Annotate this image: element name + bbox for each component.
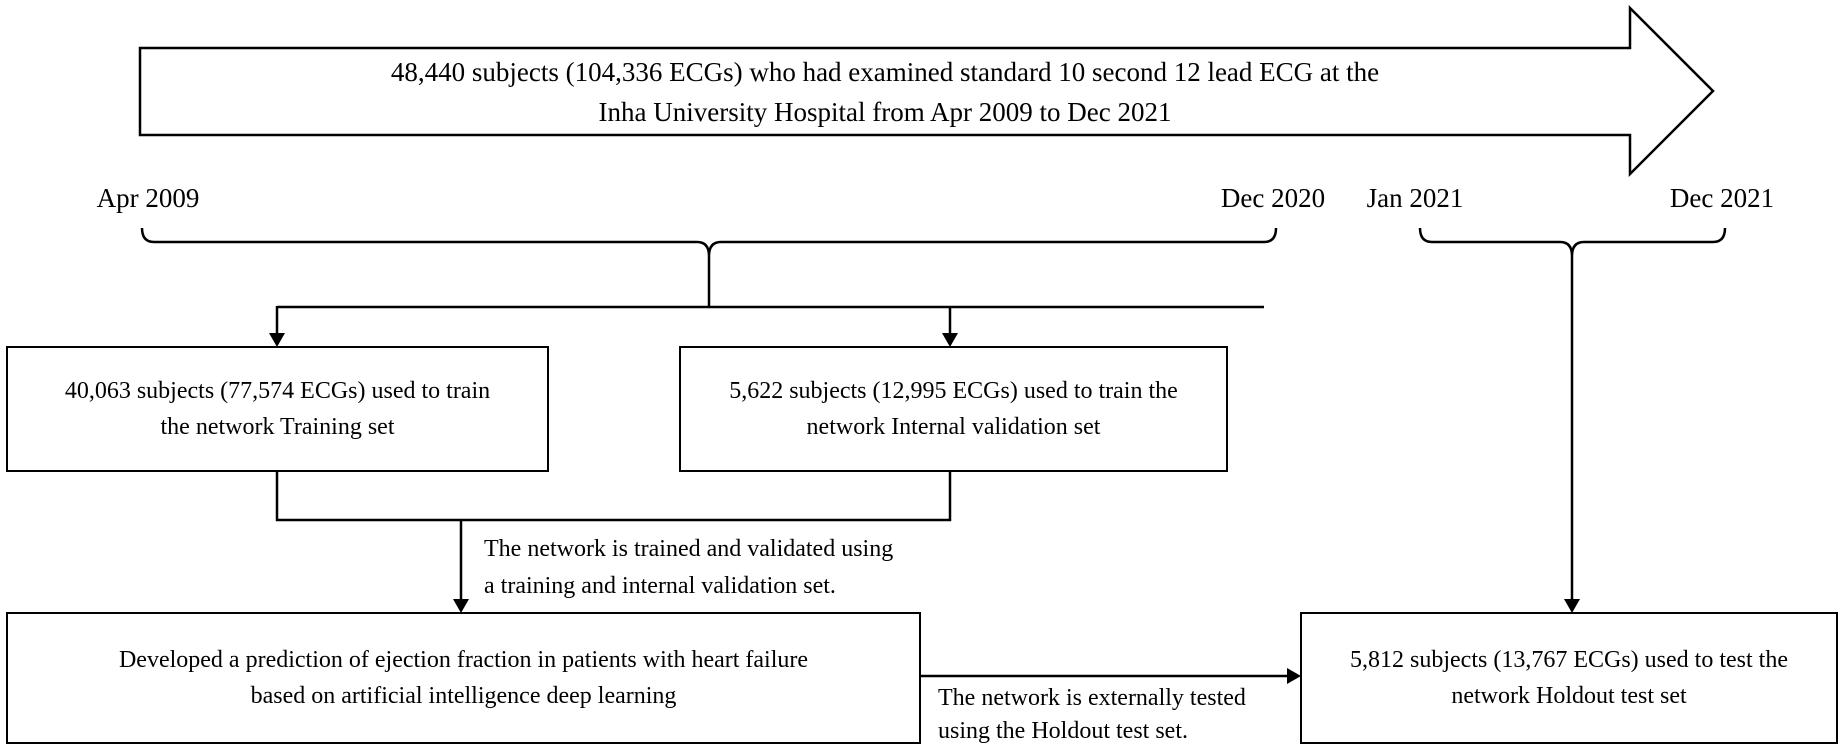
holdout-test-set-box-line-1: 5,812 subjects (13,767 ECGs) used to test the <box>1350 647 1788 673</box>
training-branch-arrowhead-icon <box>269 333 285 347</box>
external-test-annotation-line-2: using the Holdout test set. <box>938 718 1188 744</box>
cohort-arrow-line-1: 48,440 subjects (104,336 ECGs) who had examined standard 10 second 12 lead ECG at the <box>390 57 1380 87</box>
train-validate-annotation-line-1: The network is trained and validated using <box>484 536 894 562</box>
validation-branch-arrowhead-icon <box>942 333 958 347</box>
external-test-annotation-line-1: The network is externally tested <box>938 685 1246 711</box>
holdout-branch-arrowhead-icon <box>1564 599 1580 613</box>
train-validate-annotation <box>484 531 893 605</box>
internal-validation-set-box <box>679 346 1228 472</box>
timeline-label-dec-2020: Dec 2020 <box>1220 183 1326 213</box>
train-validate-annotation-line-2: a training and internal validation set. <box>484 573 836 599</box>
training-set-box-line-1: 40,063 subjects (77,574 ECGs) used to train <box>64 378 491 404</box>
developed-model-box <box>6 612 921 744</box>
internal-validation-set-box-line-1: 5,622 subjects (12,995 ECGs) used to train the <box>729 378 1178 404</box>
internal-validation-set-box-line-2: network Internal validation set <box>806 414 1101 440</box>
timeline-brace-2021-icon <box>1420 228 1725 256</box>
training-set-box-line-2: the network Training set <box>160 414 395 440</box>
developed-model-box-line-1: Developed a prediction of ejection fraction in patients with heart failure <box>118 647 809 673</box>
training-set-box <box>6 346 549 472</box>
timeline-label-dec-2021: Dec 2021 <box>1669 183 1775 213</box>
developed-to-holdout-arrowhead-icon <box>1287 668 1301 684</box>
external-test-annotation <box>938 682 1246 748</box>
holdout-test-set-box <box>1300 612 1838 744</box>
timeline-label-jan-2021: Jan 2021 <box>1366 183 1464 213</box>
timeline-label-apr-2009: Apr 2009 <box>96 183 200 213</box>
merge-down-arrowhead-icon <box>453 599 469 613</box>
cohort-arrow-line-2: Inha University Hospital from Apr 2009 to Dec 2021 <box>598 97 1172 127</box>
timeline-brace-2009-2020-icon <box>142 228 1276 256</box>
developed-model-box-line-2: based on artificial intelligence deep learning <box>250 683 677 709</box>
cohort-arrow-text <box>140 48 1630 136</box>
holdout-test-set-box-line-2: network Holdout test set <box>1451 683 1687 709</box>
